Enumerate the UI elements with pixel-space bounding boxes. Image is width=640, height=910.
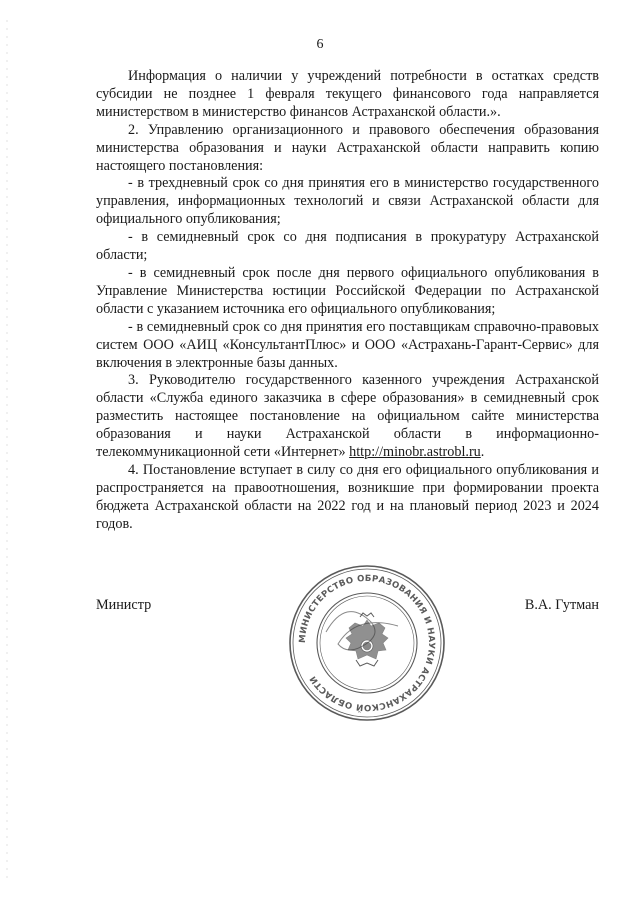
paragraph-3-text: 3. Руководителю государственного казенного учреждения Астраханской области «Служба единого заказчика в сфере образования» в семидневный срок разместить настоящее постановление на официальном сайте министерства образования и науки Астраханской области в информационно-телекоммуникационной сети «Интернет» — [96, 372, 599, 461]
page-number: 6 — [316, 37, 324, 52]
scan-margin-mark — [6, 0, 8, 905]
official-seal — [286, 562, 448, 724]
paragraph: - в семидневный срок со дня подписания в прокуратуру Астраханской области; — [96, 229, 599, 264]
website-link[interactable]: http://minobr.astrobl.ru — [349, 444, 481, 461]
paragraph: - в трехдневный срок со дня принятия его в министерство государственного управления, информационных технологий и связи Астраханской области для официального опубликования; — [96, 175, 599, 228]
paragraph-3-tail: . — [480, 444, 485, 461]
signer-position: Министр — [96, 597, 152, 613]
paragraph: 2. Управлению организационного и правового обеспечения образования министерства образования и науки Астраханской области направить копию настоящего постановления: — [96, 121, 599, 174]
paragraph: Информация о наличии у учреждений потребности в остатках средств субсидии не позднее 1 февраля текущего финансового года направляется министерством в министерство финансов Астраханской области.». — [96, 68, 599, 120]
paragraph-4: 4. Постановление вступает в силу со дня его официального опубликования и распространяется на правоотношения, возникшие при формировании проекта бюджета Астраханской области на 2022 год и на плановый период 2023 и 2024 годов. — [96, 461, 599, 532]
eagle-emblem-icon — [346, 613, 388, 666]
paragraph-3 — [96, 372, 599, 462]
seal-ring-text: МИНИСТЕРСТВО ОБРАЗОВАНИЯ И НАУКИ АСТРАХАНСКОЙ ОБЛАСТИ — [297, 573, 437, 713]
paragraph: - в семидневный срок со дня принятия его поставщикам справочно-правовых систем ООО «АИЦ «КонсультантПлюс» и ООО «Астрахань-Гарант-Сервис» для включения в электронные базы данных. — [96, 318, 599, 371]
paragraph: - в семидневный срок после дня первого официального опубликования в Управление Министерства юстиции Российской Федерации по Астраханской области с указанием источника его официального опубликования; — [96, 264, 599, 317]
signer-name: В.А. Гутман — [524, 597, 599, 613]
document-body — [96, 68, 599, 534]
